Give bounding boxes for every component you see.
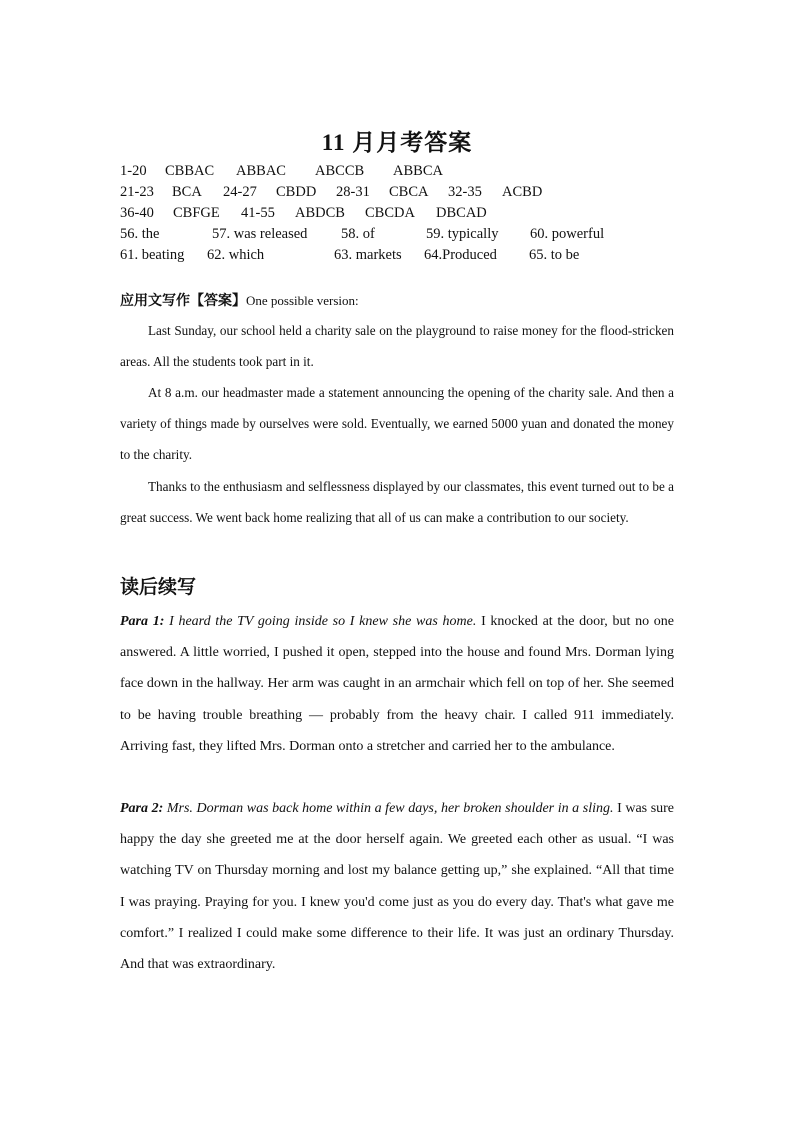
para1-text: I knocked at the door, but no one answered. A little worried, I pushed it open, stepped into the house and found Mrs. Dorman lying face down in the hallway. Her arm was caught in an armchair which fell on top of her. She seemed to be having trouble breathing — probably from the heavy chair. I called 911 immediately. Arriving fast, they lifted Mrs. Dorman onto a stretcher and carried her to the ambulance. [120,614,675,754]
answer-item: 59. typically [426,226,499,242]
answer-row-3 [120,203,680,224]
answer-item: 61. beating [120,247,185,263]
answer-range: 1-20 [120,163,147,179]
page-title: 11 月月考答案 [321,130,473,155]
answer-group: CBBAC [165,163,215,179]
answer-group: ABDCB [295,205,345,221]
continuation-paragraph-2 [120,793,674,980]
answer-group: ACBD [502,184,543,200]
answer-group: ABCCB [315,163,365,179]
answer-row-2 [120,182,680,203]
answer-item: 64.Produced [424,247,497,263]
writing-paragraph-3: Thanks to the enthusiasm and selflessness displayed by our classmates, this event turned out to be a great success. We went back home realizing that all of us can make a contribution to our society. [120,479,674,526]
continuation-heading: 读后续写 [120,576,197,598]
answer-group: CBFGE [173,205,220,221]
para1-label: Para 1: [120,614,165,629]
answer-group: ABBAC [236,163,286,179]
answer-group: CBCA [389,184,429,200]
answer-row-5 [120,245,680,266]
para2-lead: Mrs. Dorman was back home within a few days, her broken shoulder in a sling. [166,801,614,816]
answer-row-1 [120,161,680,182]
answer-group: BCA [172,184,202,200]
answer-group: CBDD [276,184,317,200]
writing-paragraph-2: At 8 a.m. our headmaster made a statement announcing the opening of the charity sale. And then a variety of things made by ourselves were sold. Eventually, we earned 5000 yuan and donated the money to the charity. [120,385,674,463]
answer-item: 65. to be [529,247,580,263]
answer-item: 57. was released [212,226,308,242]
answer-item: 62. which [207,247,265,263]
writing-heading [120,290,359,310]
answer-group: CBCDA [365,205,415,221]
answer-range: 28-31 [336,184,370,200]
para2-text: I was sure happy the day she greeted me at the door herself again. We greeted each other as usual. “I was watching TV on Thursday morning and lost my balance getting up,” she explained. “All that time I was praying. Praying for you. I knew you'd come just as you do every day. That's what gave me comfort.” I realized I could make some difference to their life. It was just an ordinary Thursday. And that was extraordinary. [120,801,675,973]
answer-group: DBCAD [436,205,487,221]
para2-label: Para 2: [120,801,164,816]
writing-note: One possible version: [246,293,359,308]
answer-item: 56. the [120,226,160,242]
answer-range: 24-27 [223,184,257,200]
answer-item: 60. powerful [530,226,605,242]
answer-group: ABBCA [393,163,443,179]
para1-lead: I heard the TV going inside so I knew she was home. [169,614,477,629]
answer-range: 21-23 [120,184,154,200]
writing-heading-label: 应用文写作【答案】 [120,293,246,309]
answer-range: 32-35 [448,184,482,200]
answer-item: 63. markets [334,247,402,263]
continuation-paragraph-1 [120,606,674,762]
answer-row-4 [120,224,680,245]
answer-key [120,161,680,266]
answer-item: 58. of [341,226,375,242]
answer-range: 36-40 [120,205,154,221]
writing-paragraph-1: Last Sunday, our school held a charity sale on the playground to raise money for the flood-stricken areas. All the students took part in it. [120,323,674,370]
answer-range: 41-55 [241,205,275,221]
